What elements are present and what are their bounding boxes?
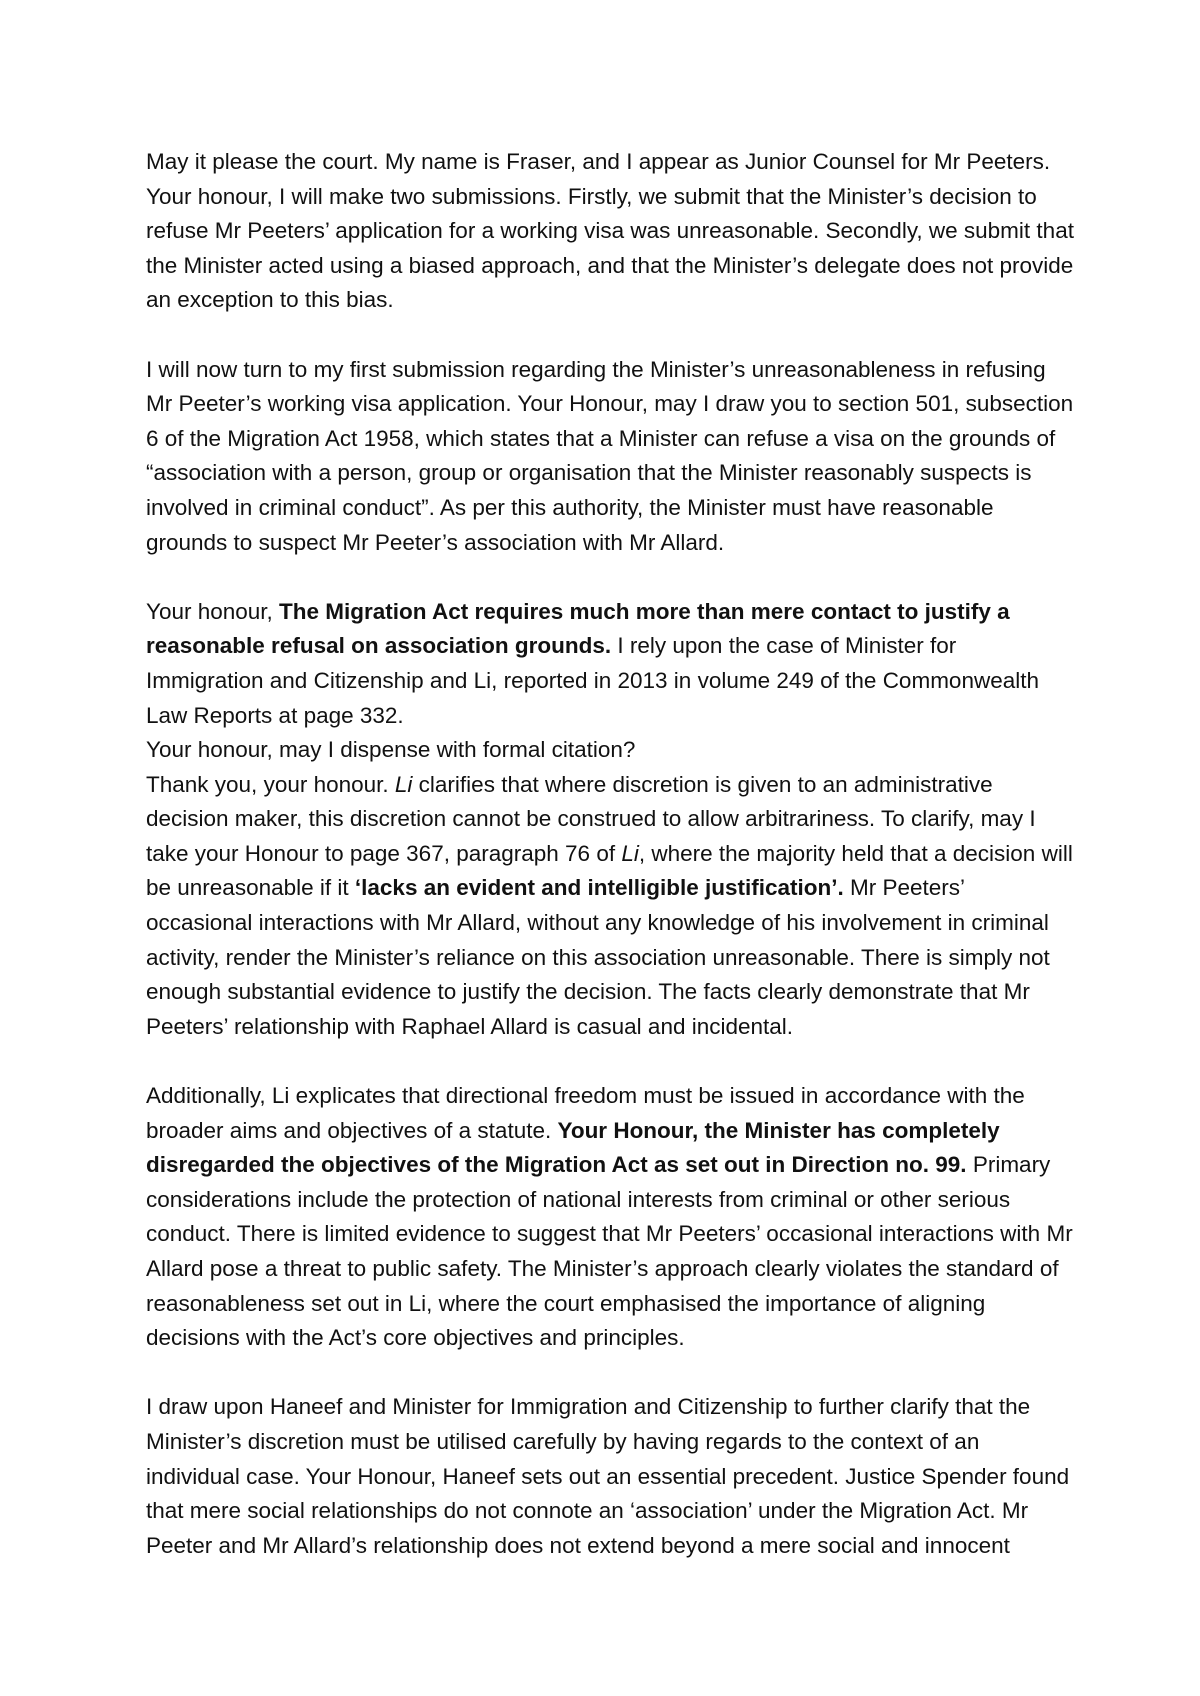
paragraph-gap [146,318,1076,353]
paragraph-gap [146,1356,1076,1391]
paragraph-directional-freedom [146,1079,1076,1356]
p6-text-pre: Additionally, Li explicates that directional freedom must be issued in accordance with the broader aims and objectives of a statute. [146,1083,1025,1143]
p5-italic-li-1: Li [394,771,413,797]
paragraph-migration-act [146,595,1076,733]
p5-bold-quote: ‘lacks an evident and intelligible justification’. [354,875,844,901]
p5-italic-li-2: Li [621,840,639,866]
p5-text-4: Mr Peeters’ occasional interactions with Mr Allard, without any knowledge of his involvement in criminal activity, render the Minister’s reliance on this association unreasonable. There is simply not enough substantial evidence to justify the decision. The facts clearly demonstrate that Mr Peeters’ relationship with Raphael Allard is casual and incidental. [146,875,1050,1039]
p5-text-2: clarifies that where discretion is given to an administrative decision maker, this discretion cannot be construed to allow arbitrariness. To clarify, may I take your Honour to page 367, paragraph 76 of [146,771,1036,866]
p6-text-bold: Your Honour, the Minister has completely disregarded the objectives of the Migration Act as set out in Direction no. 99. [146,1117,1000,1178]
paragraph-li-clarifies [146,768,1076,1045]
p5-text-1: Thank you, your honour. [146,771,395,797]
paragraph-first-submission: I will now turn to my first submission regarding the Minister’s unreasonableness in refusing Mr Peeter’s working visa application. Your Honour, may I draw you to section 501, subsection 6 of the Migration Act 1958, which states that a Minister can refuse a visa on the grounds of “association with a person, group or organisation that the Minister reasonably suspects is involved in criminal conduct”. As per this authority, the Minister must have reasonable grounds to suspect Mr Peeter’s association with Mr Allard. [146,356,1074,555]
paragraph-haneef: I draw upon Haneef and Minister for Immigration and Citizenship to further clarify that the Minister’s discretion must be utilised carefully by having regards to the context of an individual case. Your Honour, Haneef sets out an essential precedent. Justice Spender found that mere social relationships do not connote an ‘association’ under the Migration Act. Mr Peeter and Mr Allard’s relationship does not extend beyond a mere social and innocent [146,1394,1070,1558]
paragraph-introduction: May it please the court. My name is Fraser, and I appear as Junior Counsel for Mr Peeters. Your honour, I will make two submissions. Firstly, we submit that the Minister’s decision to refuse Mr Peeters’ application for a working visa was unreasonable. Secondly, we submit that the Minister acted using a biased approach, and that the Minister’s delegate does not provide an exception to this bias. [146,149,1074,313]
paragraph-gap [146,1044,1076,1079]
paragraph-gap [146,560,1076,595]
paragraph-dispense-citation: Your honour, may I dispense with formal citation? [146,737,636,763]
p3-text-pre: Your honour, [146,598,280,624]
document-body [146,145,1076,1563]
p6-text-post: Primary considerations include the protection of national interests from criminal or other serious conduct. There is limited evidence to suggest that Mr Peeters’ occasional interactions with Mr Allard pose a threat to public safety. The Minister’s approach clearly violates the standard of reasonableness set out in Li, where the court emphasised the importance of aligning decisions with the Act’s core objectives and principles. [146,1152,1073,1351]
p3-text-post: I rely upon the case of Minister for Immigration and Citizenship and Li, reported in 2013 in volume 249 of the Commonwealth Law Reports at page 332. [146,633,1040,728]
p5-text-3: , where the majority held that a decision will be unreasonable if it [146,840,1073,901]
p3-text-bold: The Migration Act requires much more than mere contact to justify a reasonable refusal on association grounds. [146,598,1010,659]
